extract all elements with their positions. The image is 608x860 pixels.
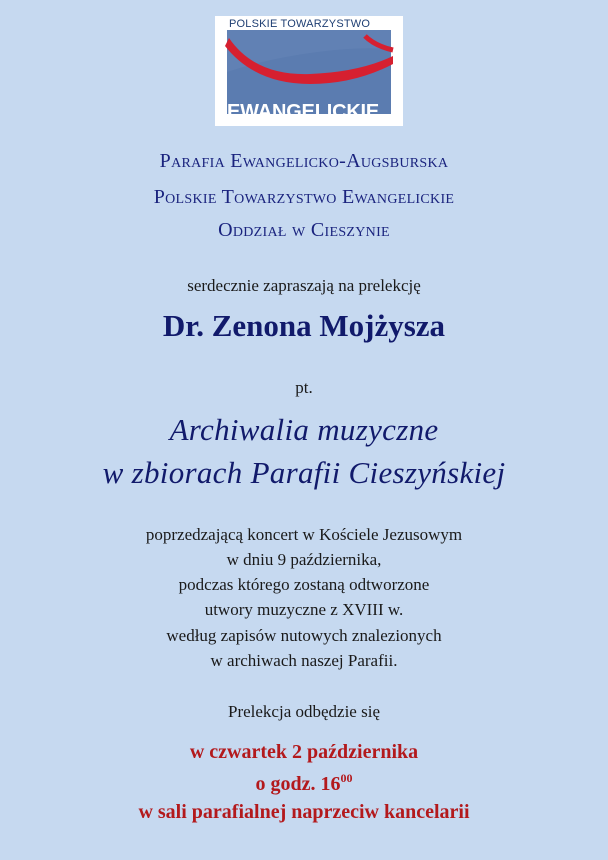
header-line-3-text: Oddział w Cieszynie: [218, 219, 390, 241]
speaker-name: Dr. Zenona Mojżysza: [162, 308, 446, 343]
invite-text: serdecznie zapraszają na prelekcję: [187, 276, 421, 295]
header-line-2: [0, 186, 608, 209]
event-time-minutes: 00: [340, 771, 353, 785]
society-logo: [215, 16, 403, 126]
lecture-title-line-2: w zbiorach Parafii Cieszyńskiej: [102, 455, 506, 490]
event-time: [0, 771, 608, 796]
pt-label: pt.: [295, 378, 313, 397]
logo-top-text: POLSKIE TOWARZYSTWO: [229, 18, 371, 30]
description-line-4: utwory muzyczne z XVIII w.: [204, 600, 404, 619]
event-date: w czwartek 2 października: [189, 741, 419, 763]
description-line-2: w dniu 9 października,: [226, 550, 382, 569]
description-line-5: według zapisów nutowych znalezionych: [166, 626, 442, 645]
event-place: w sali parafialnej naprzeciw kancelarii: [138, 801, 470, 823]
header-line-3: [0, 219, 608, 242]
description-line-3: podczas którego zostaną odtworzone: [178, 575, 430, 594]
lecture-title-line-1: Archiwalia muzyczne: [169, 412, 439, 447]
description-line-1: poprzedzającą koncert w Kościele Jezusowym: [145, 525, 463, 544]
header-line-1-text: Parafia Ewangelicko-Augsburska: [159, 150, 449, 172]
logo-bottom-text: EWANGELICKIE: [227, 101, 380, 123]
description-line-6: w archiwach naszej Parafii.: [210, 651, 398, 670]
header-line-2-text: Polskie Towarzystwo Ewangelickie: [153, 186, 455, 208]
header-line-1: [0, 150, 608, 173]
lecture-intro: Prelekcja odbędzie się: [228, 702, 380, 721]
event-time-hour: o godz. 16: [255, 773, 341, 795]
